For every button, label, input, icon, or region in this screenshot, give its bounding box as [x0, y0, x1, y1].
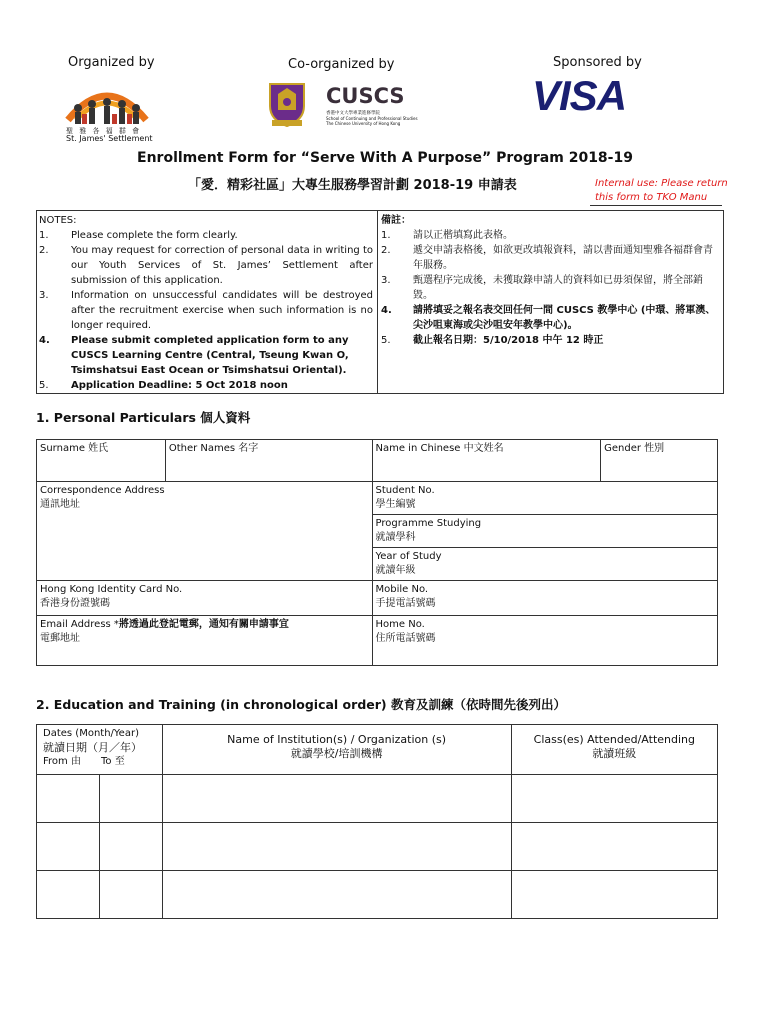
class-cell[interactable] [511, 823, 717, 871]
note-item-cn-4: 4. 請將填妥之報名表交回任何一間 CUSCS 教學中心 (中環、將軍澳、尖沙咀東海或尖沙咀安年教學中心)。 [381, 305, 716, 331]
notes-divider [377, 211, 378, 393]
personal-particulars-table [36, 439, 718, 666]
cuscs-english-2: The Chinese University of Hong Kong [326, 121, 401, 126]
visa-logo: VISA [532, 72, 627, 119]
note-item-en-2: 2. You may request for correction of personal data in writing to our Youth Services of St. James’ Settlement after submission of this application. [39, 245, 373, 286]
note-item-en-4: 4. Please submit completed application form to any CUSCS Learning Centre (Central, Tseung Kwan O, Tsimshatsui East Ocean or Tsimshatsui Oriental). [39, 335, 349, 376]
note-item-cn-1: 1. 請以正楷填寫此表格。 [381, 230, 513, 241]
address-field[interactable]: Correspondence Address 通訊地址 [37, 482, 373, 581]
chinese-name-field[interactable]: Name in Chinese 中文姓名 [372, 440, 601, 482]
sjs-english-name: St. James' Settlement [66, 134, 153, 143]
sjs-chinese-name: 聖 雅 各 福 群 會 [66, 127, 142, 135]
education-table [36, 724, 718, 919]
section1-title: 1. Personal Particulars 個人資料 [36, 410, 251, 425]
note-item-cn-5: 5. 截止報名日期：5/10/2018 中午 12 時正 [381, 335, 604, 346]
institution-header: Name of Institution(s) / Organization (s) 就讀學校/培訓機構 [162, 725, 511, 775]
form-title-cn: 「愛．精彩社區」大專生服務學習計劃 2018-19 申請表 [188, 178, 517, 193]
notes-english [39, 213, 373, 393]
notes-heading-cn: 備註： [381, 215, 411, 226]
class-cell[interactable] [511, 871, 717, 919]
note-item-en-5: 5. Application Deadline: 5 Oct 2018 noon [39, 380, 288, 391]
from-cell[interactable] [37, 775, 100, 823]
to-cell[interactable] [99, 871, 162, 919]
internal-note-line1: Internal use: Please return [595, 178, 728, 189]
notes-chinese [381, 213, 717, 348]
year-of-study-field[interactable]: Year of Study 就讀年級 [372, 548, 718, 581]
cuscs-wordmark: CUSCS [326, 84, 405, 108]
note-item-en-3: 3. Information on unsuccessful candidates will be destroyed after the recruitment exercise when such information is no longer required. [39, 290, 373, 331]
note-rule [590, 205, 722, 206]
home-no-field[interactable]: Home No. 住所電話號碼 [372, 616, 718, 666]
email-field[interactable]: Email Address *將透過此登記電郵，通知有關申請事宜 電郵地址 [37, 616, 373, 666]
cuscs-logo [264, 80, 418, 130]
mobile-field[interactable]: Mobile No. 手提電話號碼 [372, 581, 718, 616]
note-item-cn-3: 3. 甄選程序完成後，未獲取錄申請人的資料如已毋須保留，將全部銷毀。 [381, 275, 703, 301]
institution-cell[interactable] [162, 823, 511, 871]
class-header: Class(es) Attended/Attending 就讀班級 [511, 725, 717, 775]
notes-box [36, 210, 724, 394]
note-item-cn-2: 2. 遞交申請表格後，如欲更改填報資料，請以書面通知聖雅各福群會青年服務。 [381, 245, 713, 271]
sponsored-by-label: Sponsored by [553, 55, 642, 70]
surname-field[interactable]: Surname 姓氏 [37, 440, 166, 482]
notes-heading-en: NOTES: [39, 215, 77, 226]
programme-field[interactable]: Programme Studying 就讀學科 [372, 515, 718, 548]
form-title-en: Enrollment Form for “Serve With A Purpose” Program 2018-19 [137, 150, 633, 166]
from-cell[interactable] [37, 871, 100, 919]
cuscs-english-1: School of Continuing and Professional Studies [326, 116, 418, 121]
institution-cell[interactable] [162, 871, 511, 919]
dates-header: Dates (Month/Year) 就讀日期（月／年） From 由 To 至 [37, 725, 163, 775]
note-item-en-1: 1. Please complete the form clearly. [39, 230, 238, 241]
class-cell[interactable] [511, 775, 717, 823]
from-cell[interactable] [37, 823, 100, 871]
section2-title: 2. Education and Training (in chronological order) 教育及訓練（依時間先後列出） [36, 697, 566, 712]
organized-by-label: Organized by [68, 55, 155, 70]
to-cell[interactable] [99, 775, 162, 823]
to-cell[interactable] [99, 823, 162, 871]
hkid-field[interactable]: Hong Kong Identity Card No. 香港身份證號碼 [37, 581, 373, 616]
internal-note-line2: this form to TKO Manu [595, 192, 708, 203]
sjs-logo [62, 80, 153, 143]
other-names-field[interactable]: Other Names 名字 [165, 440, 372, 482]
co-organized-by-label: Co-organized by [288, 57, 395, 72]
institution-cell[interactable] [162, 775, 511, 823]
gender-field[interactable]: Gender 性別 [601, 440, 718, 482]
cuscs-chinese: 香港中文大學專業進修學院 [326, 111, 380, 116]
student-no-field[interactable]: Student No. 學生編號 [372, 482, 718, 515]
